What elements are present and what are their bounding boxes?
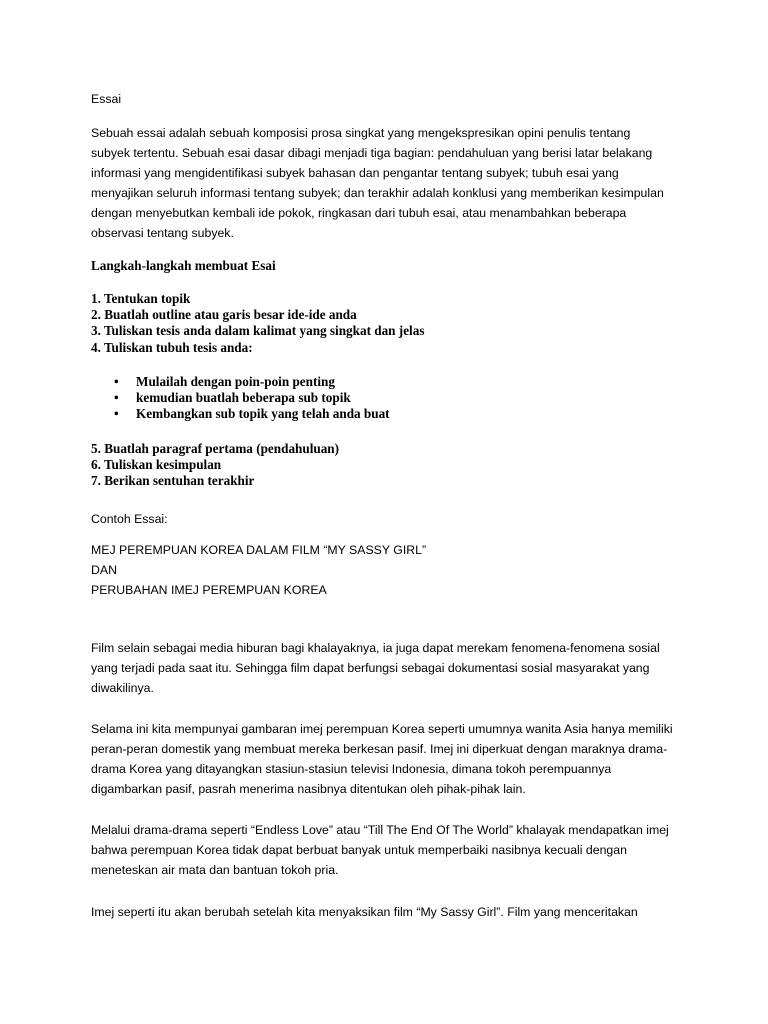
steps-list-b xyxy=(91,441,691,490)
body-paragraph: Melalui drama-drama seperti “Endless Love” atau “Till The End Of The World” khalayak mendapatkan imej bahwa perempuan Korea tidak dapat berbuat banyak untuk memperbaiki nasibnya kecuali dengan meneteskan air mata dan bantuan tokoh pria. xyxy=(91,823,669,877)
step-item: 2. Buatlah outline atau garis besar ide-ide anda xyxy=(91,307,357,323)
step-item: 5. Buatlah paragraf pertama (pendahuluan) xyxy=(91,441,340,456)
bullet-list xyxy=(114,374,714,423)
step-item: 3. Tuliskan tesis anda dalam kalimat yang singkat dan jelas xyxy=(91,323,425,339)
example-title-line: DAN xyxy=(91,563,117,577)
example-title xyxy=(91,540,691,600)
step-item: 7. Berikan sentuhan terakhir xyxy=(91,473,255,489)
steps-heading: Langkah-langkah membuat Esai xyxy=(91,258,276,273)
example-title-line: PERUBAHAN IMEJ PEREMPUAN KOREA xyxy=(91,583,327,597)
body-paragraph: Selama ini kita mempunyai gambaran imej perempuan Korea seperti umumnya wanita Asia hanya memiliki peran-peran domestik yang membuat mereka berkesan pasif. Imej ini diperkuat dengan maraknya drama-drama Korea yang ditayangkan stasiun-stasiun televisi Indonesia, dimana tokoh perempuannya digambarkan pasif, pasrah menerima nasibnya ditentukan oleh pihak-pihak lain. xyxy=(91,722,673,796)
steps-list-a xyxy=(91,291,691,356)
bullet-item: • Kembangkan sub topik yang telah anda buat xyxy=(114,406,714,422)
step-item: 6. Tuliskan kesimpulan xyxy=(91,457,222,473)
body-paragraph: Imej seperti itu akan berubah setelah kita menyaksikan film “My Sassy Girl”. Film yang menceritakan xyxy=(91,905,638,919)
doc-title: Essai xyxy=(91,92,122,106)
example-label: Contoh Essai: xyxy=(91,512,168,526)
example-title-line: MEJ PEREMPUAN KOREA DALAM FILM “MY SASSY GIRL” xyxy=(91,543,427,557)
bullet-item: • Mulailah dengan poin-poin penting xyxy=(114,374,714,390)
bullet-item: • kemudian buatlah beberapa sub topik xyxy=(114,390,714,406)
body-paragraph: Film selain sebagai media hiburan bagi khalayaknya, ia juga dapat merekam fenomena-fenomena sosial yang terjadi pada saat itu. Sehingga film dapat berfungsi sebagai dokumentasi sosial masyarakat yang diwakilinya. xyxy=(91,641,660,695)
step-item: 4. Tuliskan tubuh tesis anda: xyxy=(91,339,253,355)
intro-paragraph: Sebuah essai adalah sebuah komposisi prosa singkat yang mengekspresikan opini penulis tentang subyek tertentu. Sebuah esai dasar dibagi menjadi tiga bagian: pendahuluan yang berisi latar belakang informasi yang mengidentifikasi subyek bahasan dan pengantar tentang subyek; tubuh esai yang menyajikan seluruh informasi tentang subyek; dan terakhir adalah konklusi yang memberikan kesimpulan dengan menyebutkan kembali ide pokok, ringkasan dari tubuh esai, atau menambahkan beberapa observasi tentang subyek. xyxy=(91,126,664,240)
step-item: 1. Tentukan topik xyxy=(91,291,191,306)
